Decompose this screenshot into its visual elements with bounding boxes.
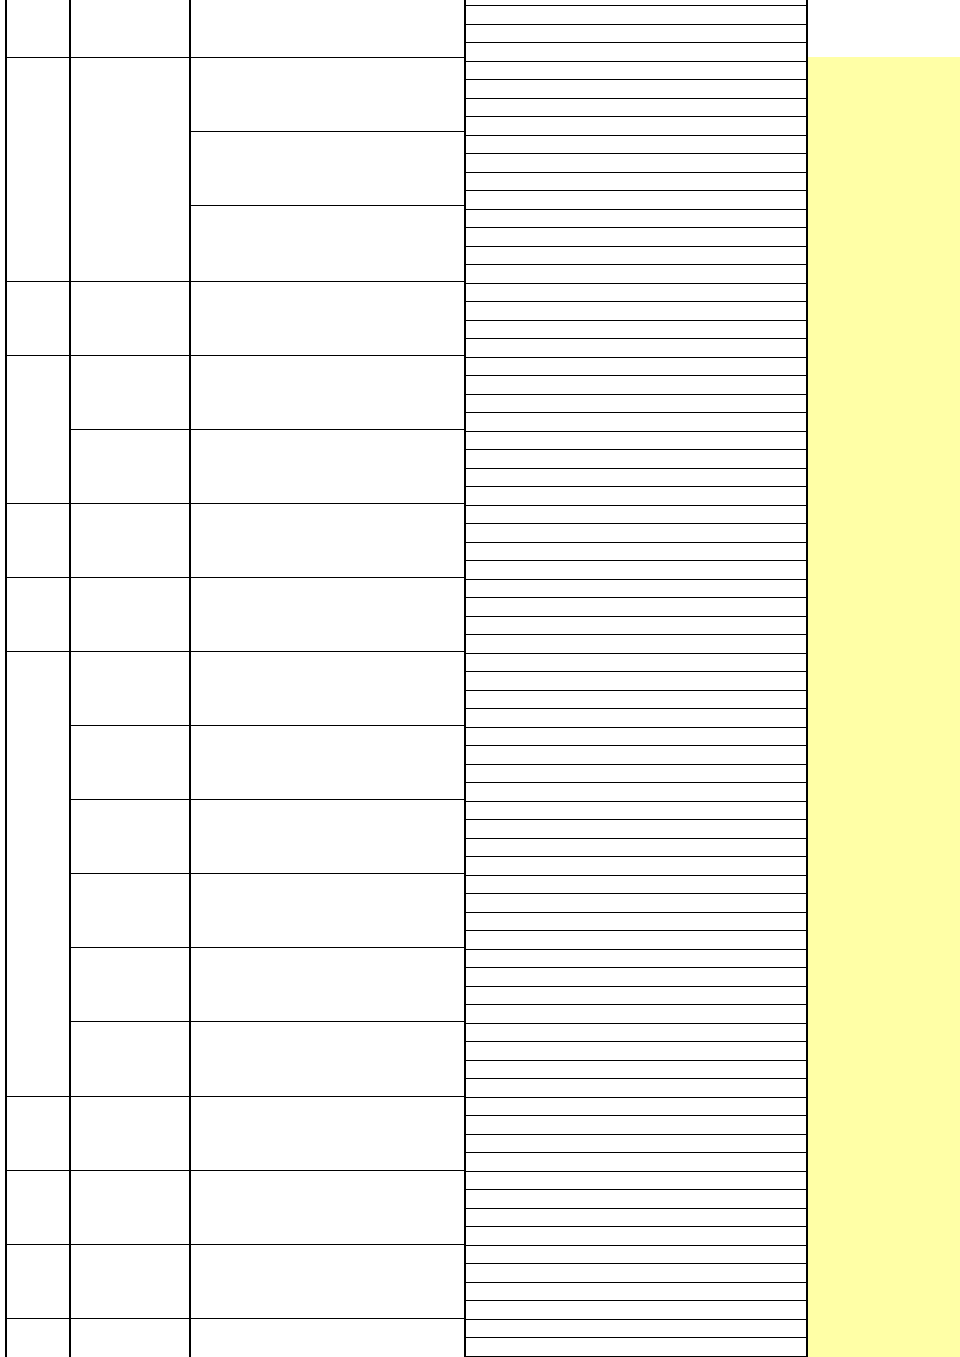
row-rule bbox=[464, 912, 807, 913]
row-rule bbox=[464, 1041, 807, 1042]
row-rule bbox=[464, 1263, 807, 1264]
row-rule bbox=[464, 671, 807, 672]
row-rule bbox=[5, 1096, 465, 1097]
row-rule bbox=[464, 634, 807, 635]
row-rule bbox=[464, 1060, 807, 1061]
row-rule bbox=[69, 1021, 465, 1022]
row-rule bbox=[464, 764, 807, 765]
row-rule bbox=[464, 930, 807, 931]
row-rule bbox=[5, 651, 465, 652]
row-rule bbox=[464, 1226, 807, 1227]
row-rule bbox=[464, 1300, 807, 1301]
row-rule bbox=[464, 1023, 807, 1024]
column-rule bbox=[464, 0, 466, 1357]
row-rule bbox=[464, 153, 807, 154]
row-rule bbox=[464, 579, 807, 580]
row-rule bbox=[464, 542, 807, 543]
row-rule bbox=[464, 375, 807, 376]
row-rule bbox=[464, 1189, 807, 1190]
row-rule bbox=[464, 246, 807, 247]
row-rule bbox=[464, 468, 807, 469]
row-rule bbox=[464, 838, 807, 839]
row-rule bbox=[464, 1171, 807, 1172]
row-rule bbox=[464, 597, 807, 598]
row-rule bbox=[464, 782, 807, 783]
row-rule bbox=[464, 116, 807, 117]
row-rule bbox=[464, 209, 807, 210]
row-rule bbox=[464, 79, 807, 80]
row-rule bbox=[464, 264, 807, 265]
row-rule bbox=[5, 577, 465, 578]
row-rule bbox=[464, 320, 807, 321]
row-rule bbox=[464, 653, 807, 654]
row-rule bbox=[464, 1245, 807, 1246]
row-rule bbox=[464, 61, 807, 62]
row-rule bbox=[5, 1170, 465, 1171]
row-rule bbox=[464, 745, 807, 746]
column-rule bbox=[69, 0, 71, 1357]
row-rule bbox=[464, 505, 807, 506]
row-rule bbox=[464, 856, 807, 857]
row-rule bbox=[5, 355, 465, 356]
row-rule bbox=[464, 172, 807, 173]
row-rule bbox=[464, 1004, 807, 1005]
row-rule bbox=[464, 523, 807, 524]
row-rule bbox=[464, 1208, 807, 1209]
row-rule bbox=[464, 967, 807, 968]
row-rule bbox=[464, 801, 807, 802]
row-rule bbox=[464, 449, 807, 450]
row-rule bbox=[464, 1134, 807, 1135]
row-rule bbox=[464, 1152, 807, 1153]
row-rule bbox=[464, 338, 807, 339]
row-rule bbox=[464, 1319, 807, 1320]
row-rule bbox=[69, 947, 465, 948]
row-rule bbox=[189, 205, 465, 206]
row-rule bbox=[464, 1097, 807, 1098]
row-rule bbox=[464, 42, 807, 43]
row-rule bbox=[464, 283, 807, 284]
row-rule bbox=[69, 429, 465, 430]
row-rule bbox=[189, 131, 465, 132]
row-rule bbox=[464, 301, 807, 302]
row-rule bbox=[464, 708, 807, 709]
column-rule bbox=[189, 0, 191, 1357]
row-rule bbox=[464, 5, 807, 6]
row-rule bbox=[5, 503, 465, 504]
row-rule bbox=[464, 875, 807, 876]
row-rule bbox=[464, 190, 807, 191]
row-rule bbox=[464, 690, 807, 691]
row-rule bbox=[5, 1318, 465, 1319]
row-rule bbox=[5, 57, 465, 58]
highlight-column bbox=[806, 57, 960, 1357]
row-rule bbox=[464, 1078, 807, 1079]
row-rule bbox=[464, 949, 807, 950]
row-rule bbox=[464, 357, 807, 358]
row-rule bbox=[464, 560, 807, 561]
row-rule bbox=[464, 1115, 807, 1116]
row-rule bbox=[464, 727, 807, 728]
row-rule bbox=[464, 431, 807, 432]
row-rule bbox=[464, 24, 807, 25]
row-rule bbox=[464, 1282, 807, 1283]
row-rule bbox=[5, 1244, 465, 1245]
row-rule bbox=[464, 893, 807, 894]
row-rule bbox=[5, 281, 465, 282]
row-rule bbox=[464, 819, 807, 820]
row-rule bbox=[464, 486, 807, 487]
row-rule bbox=[464, 412, 807, 413]
row-rule bbox=[464, 1337, 807, 1338]
row-rule bbox=[69, 873, 465, 874]
row-rule bbox=[69, 725, 465, 726]
row-rule bbox=[464, 227, 807, 228]
column-rule bbox=[806, 0, 808, 1357]
row-rule bbox=[464, 986, 807, 987]
row-rule bbox=[464, 135, 807, 136]
row-rule bbox=[464, 394, 807, 395]
row-rule bbox=[69, 799, 465, 800]
row-rule bbox=[464, 98, 807, 99]
column-rule bbox=[5, 0, 7, 1357]
row-rule bbox=[464, 616, 807, 617]
